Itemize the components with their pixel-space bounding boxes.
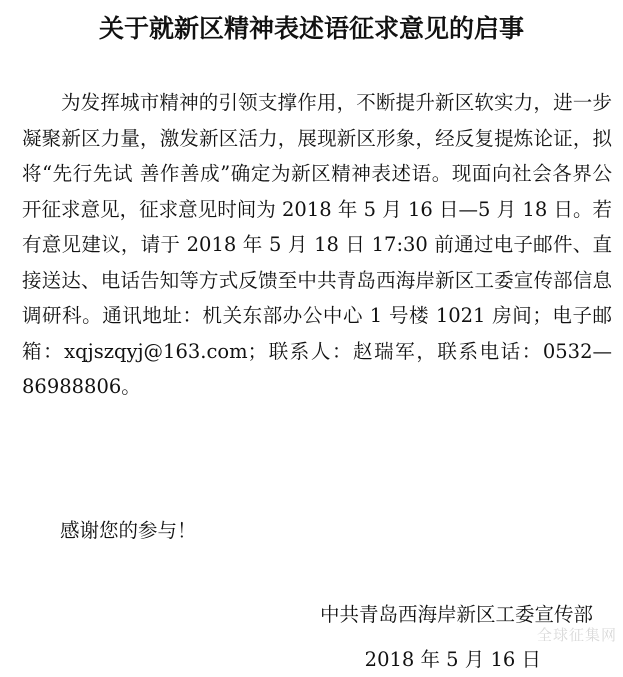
signature-organization: 中共青岛西海岸新区工委宣传部 [319, 603, 593, 626]
document-title: 关于就新区精神表述语征求意见的启事 [98, 14, 524, 43]
thanks-line: 感谢您的参与！ [60, 519, 197, 542]
site-watermark: 全球征集网 [536, 626, 617, 644]
body-paragraph: 为发挥城市精神的引领支撑作用，不断提升新区软实力，进一步凝聚新区力量，激发新区活力，展现新区形象，经反复提炼论证，拟将“先行先试 善作善成”确定为新区精神表述语。现面向社会各界公开征求意见，征求意见时间为 2018 年 5 月 16 日—5 月 18 日。若有意见建议，请于 2018 年 5 月 18 日 17:30 前通过电子邮件、直接送达、电话告知等方式反馈至中共青岛西海岸新区工委宣传部信息调研科。通讯地址：机关东部办公中心 1 号楼 1021 房间；电子邮箱：xqjszqyj@163.com；联系人：赵瑞军，联系电话：0532—86988806。 [22, 91, 612, 398]
document-body [22, 85, 612, 405]
signature-date: 2018 年 5 月 16 日 [364, 648, 541, 671]
